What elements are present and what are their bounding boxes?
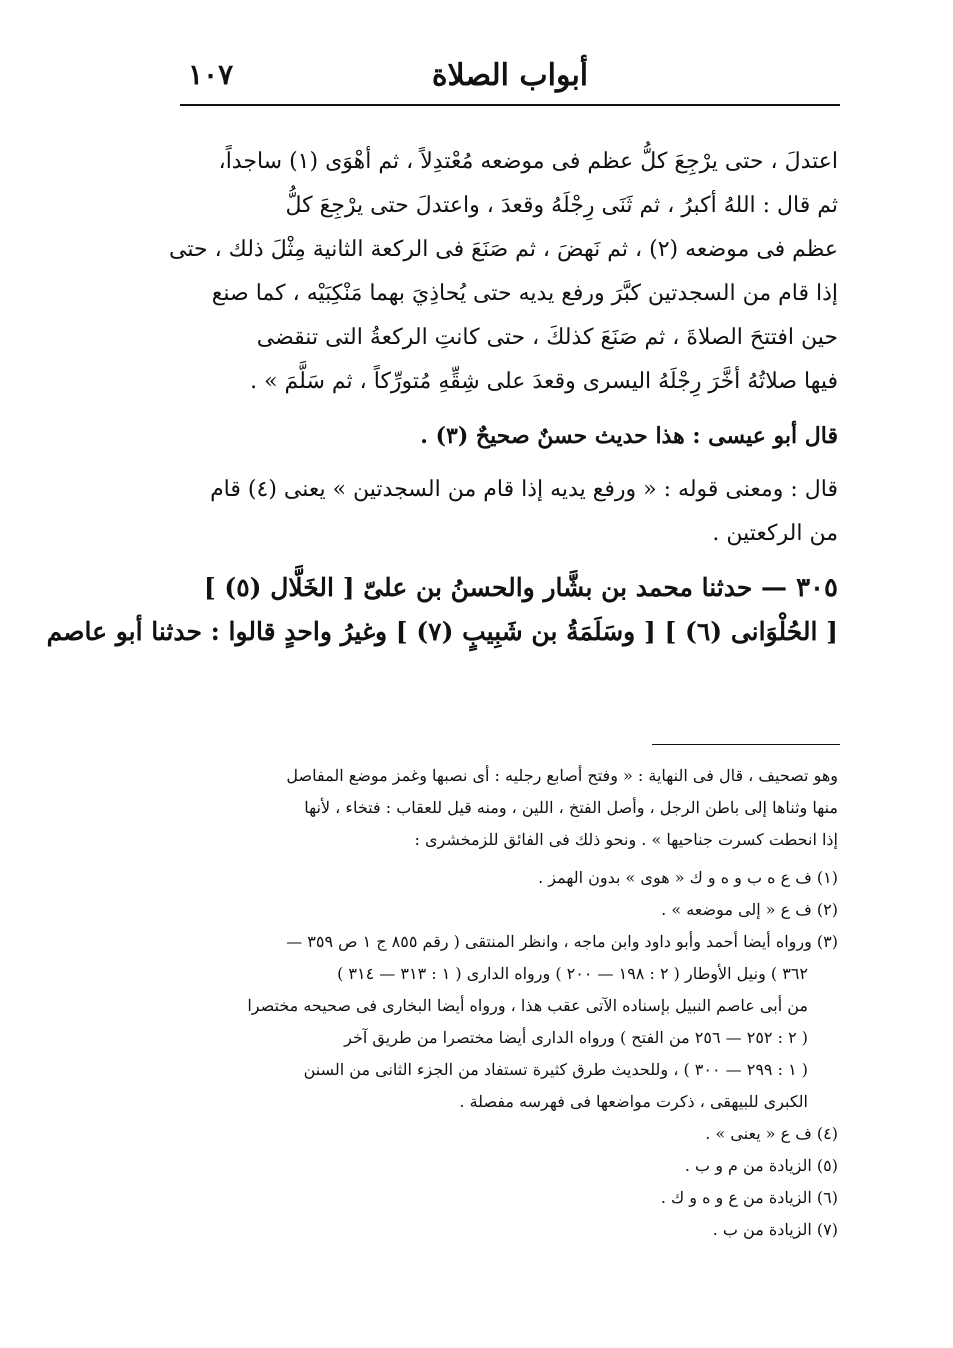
footnote-1: (١) ف ع ه ب و ه و ك « هوى » بدون الهمز .: [538, 868, 838, 887]
text-line: اعتدلَ ، حتى يرْجِعَ كلُّ عظم فى موضعه مُعْتدِلاً ، ثم أهْوَى (١) ساجداً،: [218, 149, 838, 174]
footnote-continuation: منها وثناها إلى باطن الرجل ، وأصل الفتخ ، اللين ، ومنه قيل للعقاب : فتخاء ، لأنها: [304, 798, 838, 817]
footnote-7: (٧) الزيادة من ب .: [712, 1220, 838, 1239]
footnote-3-line: الكبرى للبيهقى ، ذكرت مواضعها فى فهرسه مفصلة .: [459, 1092, 808, 1111]
hadith-isnad-line: [ الحُلْوَانى (٦) ] [ وسَلَمَةُ بن شَبِيبٍ (٧) ] وغيرُ واحدٍ قالوا : حدثنا أبو عاصم: [46, 617, 838, 646]
footnote-continuation: إذا انحطت كسرت جناحيها » . ونحو ذلك فى الفائق للزمخشرى :: [414, 830, 838, 849]
footnote-rule: [652, 744, 840, 745]
hadith-isnad-line: حدثنا محمد بن بشَّار والحسنُ بن علىّ [ الخَلَّال (٥) ]: [203, 573, 753, 602]
text-line: فيها صلاتُهُ أخَّرَ رِجْلَهُ اليسرى وقعدَ على شِقِّهِ مُتورِّكاً ، ثم سَلَّمَ » .: [250, 369, 838, 394]
footnote-5: (٥) الزيادة من م و ب .: [684, 1156, 838, 1175]
footnote-3-line: ( ٢ : ٢٥٢ — ٢٥٦ من الفتح ) ورواه الدارى أيضا مختصرا من طريق آخر: [344, 1028, 808, 1047]
footnotes: [186, 760, 838, 1246]
footnote-4: (٤) ف ع « يعنى » .: [705, 1124, 838, 1143]
explanation-line: من الركعتين .: [712, 521, 838, 546]
text-line: ثم قال : اللهُ أكبرُ ، ثم ثَنَى رِجْلَهُ وقعدَ ، واعتدلَ حتى يرْجِعَ كلُّ: [285, 193, 838, 218]
text-line: عظم فى موضعه (٢) ، ثم نَهضَ ، ثم صَنَعَ فى الركعة الثانية مِثْلَ ذلك ، حتى: [169, 237, 838, 262]
page-number: ١٠٧: [188, 58, 234, 91]
text-line: إذا قام من السجدتين كبَّرَ ورفع يديه حتى يُحاذِيَ بهما مَنْكِبَيْه ، كما صنع: [211, 281, 838, 306]
explanation-line: قال : ومعنى قوله : « ورفع يديه إذا قام من السجدتين » يعنى (٤) قام: [210, 477, 838, 502]
footnote-3-line: من أبى عاصم النبيل بإسناده الآتى عقب هذا ، ورواه أيضا البخارى فى صحيحه مختصرا: [247, 996, 808, 1015]
text-line: حين افتتحَ الصلاةَ ، ثم صَنَعَ كذلكَ ، حتى كانتِ الركعةُ التى تنقضى: [256, 325, 838, 350]
footnote-2: (٢) ف ع « إلى موضعه » .: [661, 900, 838, 919]
footnote-3-line: ( ١ : ٢٩٩ — ٣٠٠ ) ، وللحديث طرق كثيرة تستفاد من الجزء الثانى من السنن: [303, 1060, 808, 1079]
footnote-6: (٦) الزيادة من ع و ه و ك .: [660, 1188, 838, 1207]
footnote-3: (٣) ورواه أيضا أحمد وأبو داود وابن ماجه ، وانظر المنتقى ( رقم ٨٥٥ ج ١ ص ٣٥٩ —: [286, 932, 838, 951]
header-rule: [180, 104, 840, 106]
page-header: [180, 58, 840, 98]
footnote-continuation: وهو تصحيف ، قال فى النهاية : « وفتح أصابع رجليه : أى نصبها وغمز موضع المفاصل: [286, 766, 838, 785]
abu-isa-comment: قال أبو عيسى : هذا حديث حسنٌ صحيحٌ (٣) .: [420, 423, 838, 449]
main-text: [46, 140, 838, 654]
hadith-heading: [186, 566, 838, 610]
hadith-number: ٣٠٥ —: [761, 573, 838, 603]
footnote-3-line: ٣٦٢ ) ونيل الأوطار ( ٢ : ١٩٨ — ٢٠٠ ) ورواه الدارى ( ١ : ٣١٣ — ٣١٤ ): [337, 964, 808, 983]
running-title: أبواب الصلاة: [431, 58, 589, 93]
